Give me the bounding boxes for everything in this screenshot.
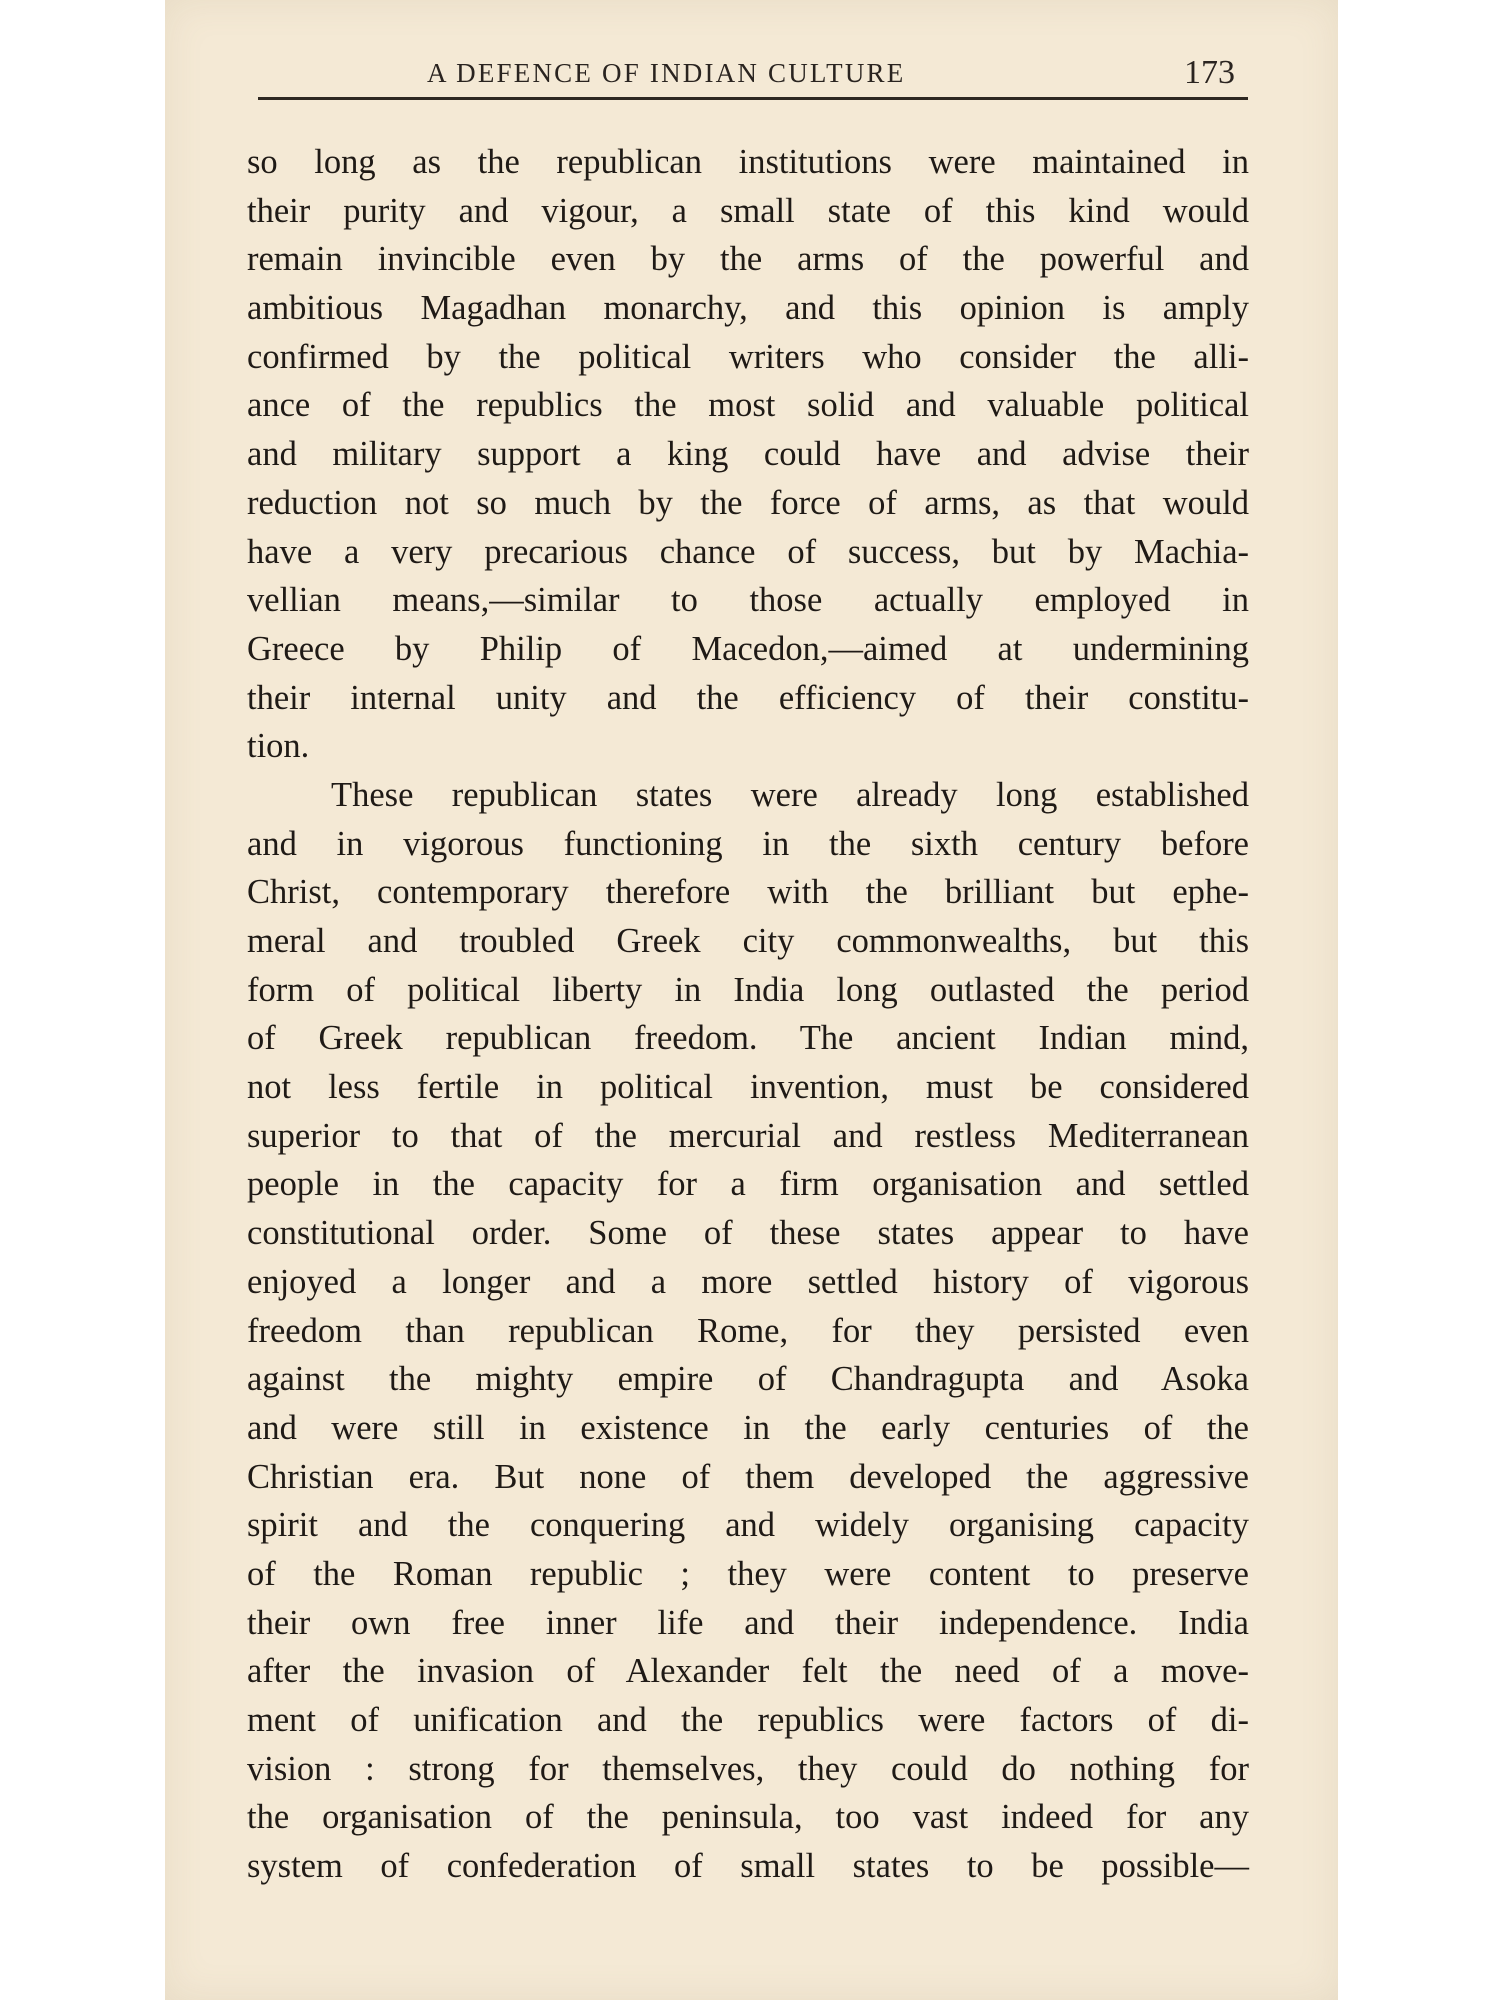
text-line: of Greek republican freedom. The ancient Indian mind, <box>247 1019 1249 1058</box>
text-line: constitutional order. Some of these states appear to have <box>247 1214 1249 1253</box>
text-line: remain invincible even by the arms of the powerful and <box>247 240 1249 279</box>
text-line: and were still in existence in the early centuries of the <box>247 1408 1249 1447</box>
text-line: meral and troubled Greek city commonwealths, but this <box>247 922 1249 960</box>
paragraph-2 <box>247 771 1249 1891</box>
text-line: people in the capacity for a firm organisation and settled <box>247 1165 1249 1204</box>
text-line: system of confederation of small states to be possible— <box>247 1847 1249 1886</box>
body-text <box>247 138 1249 1891</box>
text-line: so long as the republican institutions were maintained in <box>247 143 1249 181</box>
page-number: 173 <box>1184 54 1235 91</box>
text-line: Christian era. But none of them developed the aggressive <box>247 1457 1249 1496</box>
text-line: and in vigorous functioning in the sixth century before <box>247 824 1249 863</box>
text-line: vellian means,—similar to those actually employed in <box>247 581 1249 620</box>
text-line: the organisation of the peninsula, too vast indeed for any <box>247 1798 1249 1837</box>
text-line: their internal unity and the efficiency of their constitu- <box>247 678 1249 717</box>
text-line: their own free inner life and their independence. India <box>247 1603 1249 1642</box>
text-line: vision : strong for themselves, they could do nothing for <box>247 1749 1249 1788</box>
text-line: enjoyed a longer and a more settled history of vigorous <box>247 1262 1249 1301</box>
text-line: their purity and vigour, a small state of this kind would <box>247 191 1249 230</box>
book-page <box>165 0 1338 2000</box>
text-line: after the invasion of Alexander felt the need of a move- <box>247 1652 1249 1691</box>
text-line: of the Roman republic ; they were content to preserve <box>247 1554 1249 1593</box>
running-title: A DEFENCE OF INDIAN CULTURE <box>427 58 906 88</box>
text-line: against the mighty empire of Chandragupta and Asoka <box>247 1360 1249 1399</box>
paragraph-1 <box>247 138 1249 771</box>
text-line: tion. <box>247 727 310 766</box>
text-line: confirmed by the political writers who consider the alli- <box>247 337 1249 376</box>
text-line: ance of the republics the most solid and valuable political <box>247 386 1249 425</box>
text-line: superior to that of the mercurial and restless Mediterranean <box>247 1116 1249 1155</box>
page-header <box>257 48 1247 98</box>
text-line: spirit and the conquering and widely organising capacity <box>247 1506 1249 1545</box>
text-line: ambitious Magadhan monarchy, and this opinion is amply <box>247 289 1249 328</box>
text-line: Christ, contemporary therefore with the brilliant but ephe- <box>247 873 1249 912</box>
text-line: ment of unification and the republics were factors of di- <box>247 1701 1249 1739</box>
text-line: Greece by Philip of Macedon,—aimed at undermining <box>247 629 1249 668</box>
header-rule <box>258 97 1248 100</box>
text-line: and military support a king could have and advise their <box>247 435 1249 474</box>
text-line: These republican states were already long established <box>331 775 1249 814</box>
text-line: reduction not so much by the force of arms, as that would <box>247 483 1249 522</box>
text-line: not less fertile in political invention, must be considered <box>247 1068 1249 1107</box>
text-line: have a very precarious chance of success, but by Machia- <box>247 532 1249 571</box>
text-line: form of political liberty in India long outlasted the period <box>247 970 1249 1009</box>
text-line: freedom than republican Rome, for they persisted even <box>247 1311 1249 1350</box>
